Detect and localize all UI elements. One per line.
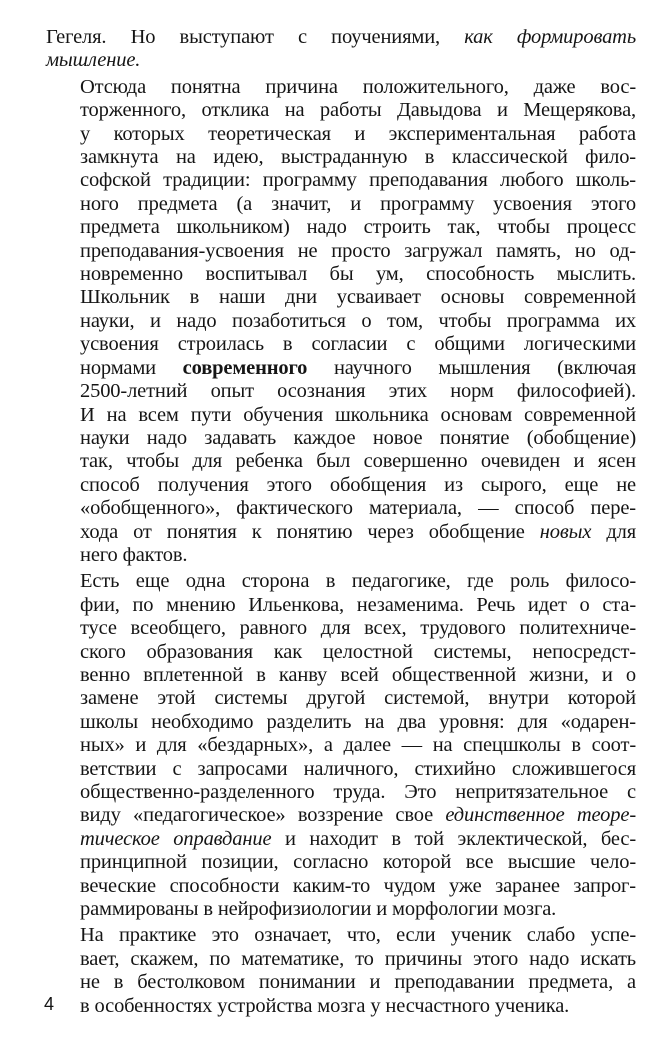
text-run: нормами: [80, 356, 183, 379]
text-line: [46, 594, 636, 617]
text-line: [46, 521, 636, 544]
text-line: [46, 286, 636, 309]
text-line: [46, 450, 636, 473]
paragraph-1: [46, 26, 636, 73]
text-line: [46, 76, 636, 99]
text-run: предмета школьником) надо строить так, чтобы процесс: [80, 216, 636, 239]
text-run: На практике это означает, что, если ученик слабо успе-: [80, 924, 636, 947]
text-line: [46, 216, 636, 239]
text-line: [46, 544, 636, 567]
text-line: [46, 146, 636, 169]
text-run: торженного, отклика на работы Давыдова и Мещерякова,: [80, 99, 636, 122]
text-line: [46, 804, 636, 827]
text-run: науки, и надо позаботиться о том, чтобы программа их: [80, 309, 636, 332]
paragraph-4: [46, 924, 636, 1018]
italic-emphasis: как формировать: [464, 26, 637, 48]
text-run: ного предмета (а значит, и программу усвоения этого: [80, 192, 636, 215]
paragraph-2: [46, 76, 636, 568]
text-run: фии, по мнению Ильенкова, незаменима. Речь идет о ста-: [80, 593, 636, 616]
text-line: [46, 898, 636, 921]
text-run: него фактов.: [80, 543, 188, 566]
text-line: [46, 263, 636, 286]
text-run: способ получения этого обобщения из сырого, еще не: [80, 473, 636, 496]
text-run: научного мышления (включая: [307, 356, 636, 379]
text-line: [46, 924, 636, 947]
text-line: [46, 26, 636, 49]
text-run: новременно воспитывал бы ум, способность мыслить.: [80, 263, 636, 286]
text-line: [46, 948, 636, 971]
text-run: так, чтобы для ребенка был совершенно очевиден и ясен: [80, 450, 636, 473]
text-line: [46, 193, 636, 216]
text-run: 2500-летний опыт осознания этих норм философией).: [80, 380, 636, 403]
text-run: ных» и для «бездарных», а далее — на спецшколы в соот-: [80, 734, 636, 757]
text-run: Гегеля. Но выступают с поучениями,: [46, 26, 465, 48]
text-run: школы необходимо разделить на два уровня: для «одарен-: [80, 710, 636, 733]
text-run: усвоения строилась в согласии с общими логическими: [80, 333, 636, 356]
text-run: науки надо задавать каждое новое понятие (обобщение): [80, 426, 636, 449]
text-run: венно вплетенной в канву всей общественной жизни, и о: [80, 663, 636, 686]
text-line: [46, 971, 636, 994]
text-run: раммированы в нейрофизиологии и морфологии мозга.: [80, 898, 557, 921]
paragraph-3: [46, 570, 636, 921]
body-text: [46, 26, 636, 1018]
text-run: преподавания-усвоения не просто загружал память, но од-: [80, 239, 636, 262]
text-line: [46, 758, 636, 781]
text-run: Школьник в наши дни усваивает основы современной: [80, 286, 636, 309]
text-run: у которых теоретическая и экспериментальная работа: [80, 122, 636, 145]
text-line: [46, 380, 636, 403]
text-line: [46, 404, 636, 427]
page-number: 4: [44, 994, 55, 1014]
text-run: хода от понятия к понятию через обобщение: [80, 520, 540, 543]
text-line: [46, 734, 636, 757]
bold-emphasis: современного: [182, 356, 308, 379]
text-line: [46, 617, 636, 640]
text-line: [46, 875, 636, 898]
text-line: [46, 333, 636, 356]
text-line: [46, 687, 636, 710]
text-run: вает, скажем, по математике, то причины этого надо искать: [80, 947, 636, 970]
text-run: в особенностях устройства мозга у несчастного ученика.: [80, 994, 570, 1017]
text-run: замкнута на идею, выстраданную в классической фило-: [80, 146, 636, 169]
text-run: ского образования как целостной системы, непосредст-: [80, 640, 636, 663]
text-line: [46, 781, 636, 804]
text-run: ветствии с запросами наличного, стихийно сложившегося: [80, 757, 636, 780]
text-line: [46, 169, 636, 192]
text-run: веческие способности каким-то чудом уже заранее запрог-: [80, 874, 636, 897]
text-line: [46, 99, 636, 122]
text-line: [46, 641, 636, 664]
text-line: [46, 310, 636, 333]
text-run: общественно-разделенного труда. Это непритязательное с: [80, 781, 636, 803]
text-run: И на всем пути обучения школьника основам современной: [80, 403, 636, 426]
text-line: [46, 828, 636, 851]
text-run: принципной позиции, согласно которой все высшие чело-: [80, 851, 636, 874]
text-run: Есть еще одна сторона в педагогике, где роль филосо-: [80, 570, 636, 593]
italic-emphasis: единственное теоре-: [445, 804, 636, 827]
text-line: [46, 664, 636, 687]
text-line: [46, 357, 636, 380]
text-line: [46, 711, 636, 734]
text-line: [46, 123, 636, 146]
text-run: не в бестолковом понимании и преподавании предмета, а: [80, 971, 636, 994]
italic-emphasis: мышление.: [46, 49, 141, 72]
text-line: [46, 427, 636, 450]
text-run: и находит в той эклектической, бес-: [271, 827, 637, 850]
text-run: виду «педагогическое» воззрение свое: [80, 804, 446, 827]
text-run: для: [591, 520, 636, 543]
text-line: [46, 497, 636, 520]
text-run: Отсюда понятна причина положительного, даже вос-: [80, 75, 636, 98]
text-run: «обобщенного», фактического материала, — способ пере-: [80, 497, 636, 520]
text-line: [46, 995, 636, 1018]
text-run: замене этой системы другой системой, внутри которой: [80, 687, 636, 710]
italic-emphasis: новых: [539, 520, 592, 543]
text-line: [46, 851, 636, 874]
text-run: тусе всеобщего, равного для всех, трудового политехниче-: [80, 617, 636, 640]
text-line: [46, 240, 636, 263]
text-line: [46, 474, 636, 497]
text-line: [46, 49, 636, 72]
text-line: [46, 570, 636, 593]
text-run: софской традиции: программу преподавания любого школь-: [80, 169, 636, 192]
italic-emphasis: тическое оправдание: [80, 827, 272, 850]
